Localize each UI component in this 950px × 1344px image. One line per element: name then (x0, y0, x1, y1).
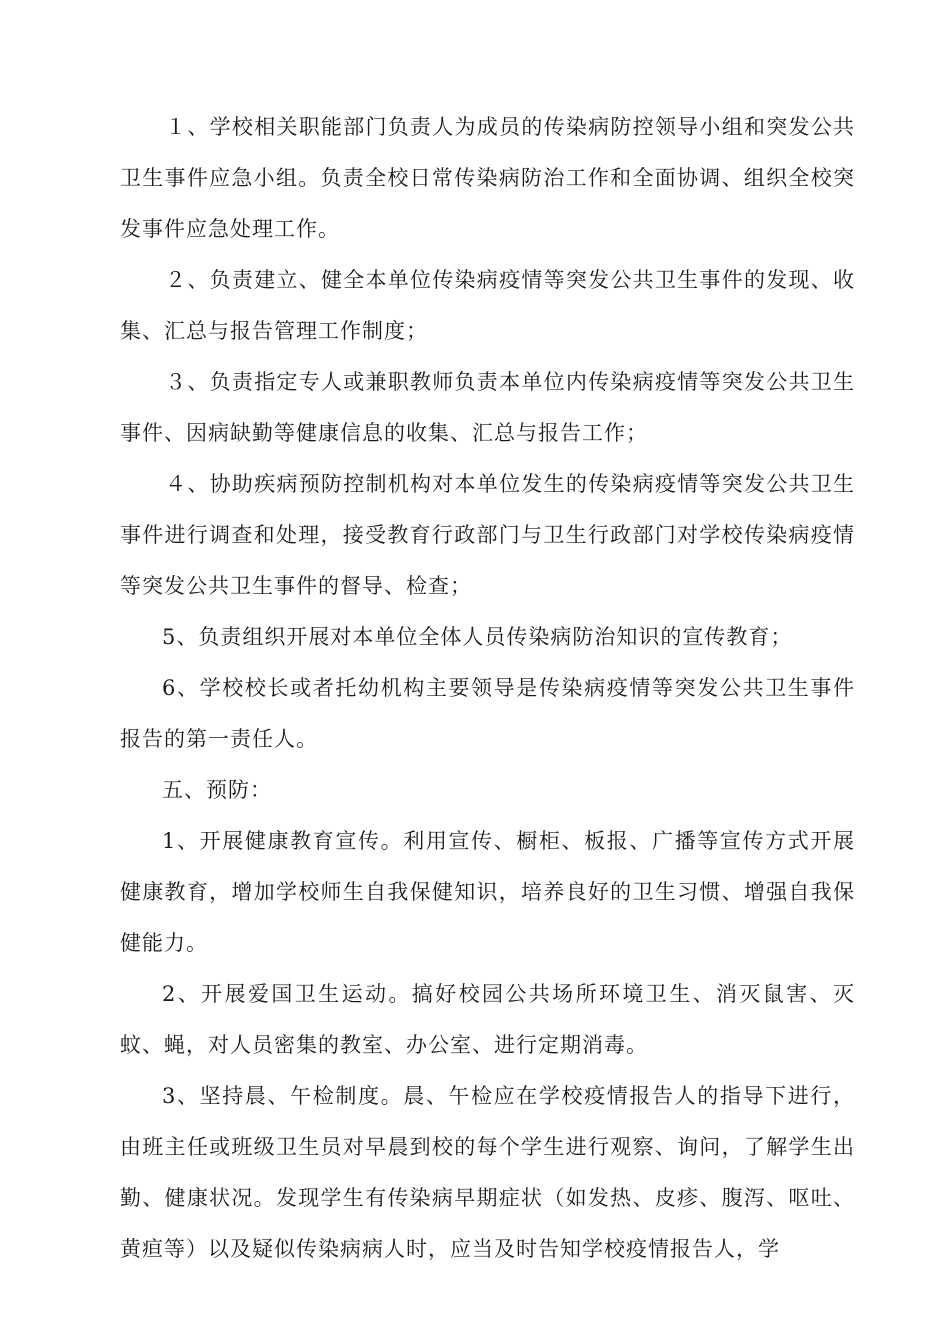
paragraph-first-responsible: 6、学校校长或者托幼机构主要领导是传染病疫情等突发公共卫生事件报告的第一责任人。 (120, 676, 855, 751)
paragraph-designated-staff: ３、负责指定专人或兼职教师负责本单位内传染病疫情等突发公共卫生事件、因病缺勤等健康信息的收集、汇总与报告工作； (120, 370, 855, 445)
paragraph-health-education: 5、负责组织开展对本单位全体人员传染病防治知识的宣传教育； (162, 625, 793, 649)
section-heading-prevention: 五、预防： (162, 778, 272, 802)
paragraph-reporting-system: ２、负责建立、健全本单位传染病疫情等突发公共卫生事件的发现、收集、汇总与报告管理工作制度； (120, 268, 855, 343)
paragraph-health-promotion: 1、开展健康教育宣传。利用宣传、橱柜、板报、广播等宣传方式开展健康教育，增加学校师生自我保健知识，培养良好的卫生习惯、增强自我保健能力。 (120, 829, 855, 955)
document-body (120, 102, 855, 1275)
paragraph-morning-check: 3、坚持晨、午检制度。晨、午检应在学校疫情报告人的指导下进行，由班主任或班级卫生员对早晨到校的每个学生进行观察、询问，了解学生出勤、健康状况。发现学生有传染病早期症状（如发热、皮疹、腹泻、呕吐、黄疸等）以及疑似传染病病人时，应当及时告知学校疫情报告人，学 (120, 1084, 855, 1261)
paragraph-hygiene-campaign: 2、开展爱国卫生运动。搞好校园公共场所环境卫生、消灭鼠害、灭蚊、蝇，对人员密集的教室、办公室、进行定期消毒。 (120, 982, 855, 1057)
paragraph-assist-cdc: ４、协助疾病预防控制机构对本单位发生的传染病疫情等突发公共卫生事件进行调查和处理，接受教育行政部门与卫生行政部门对学校传染病疫情等突发公共卫生事件的督导、检查； (120, 472, 855, 598)
paragraph-leadership-group: １、学校相关职能部门负责人为成员的传染病防控领导小组和突发公共卫生事件应急小组。负责全校日常传染病防治工作和全面协调、组织全校突发事件应急处理工作。 (120, 115, 855, 241)
